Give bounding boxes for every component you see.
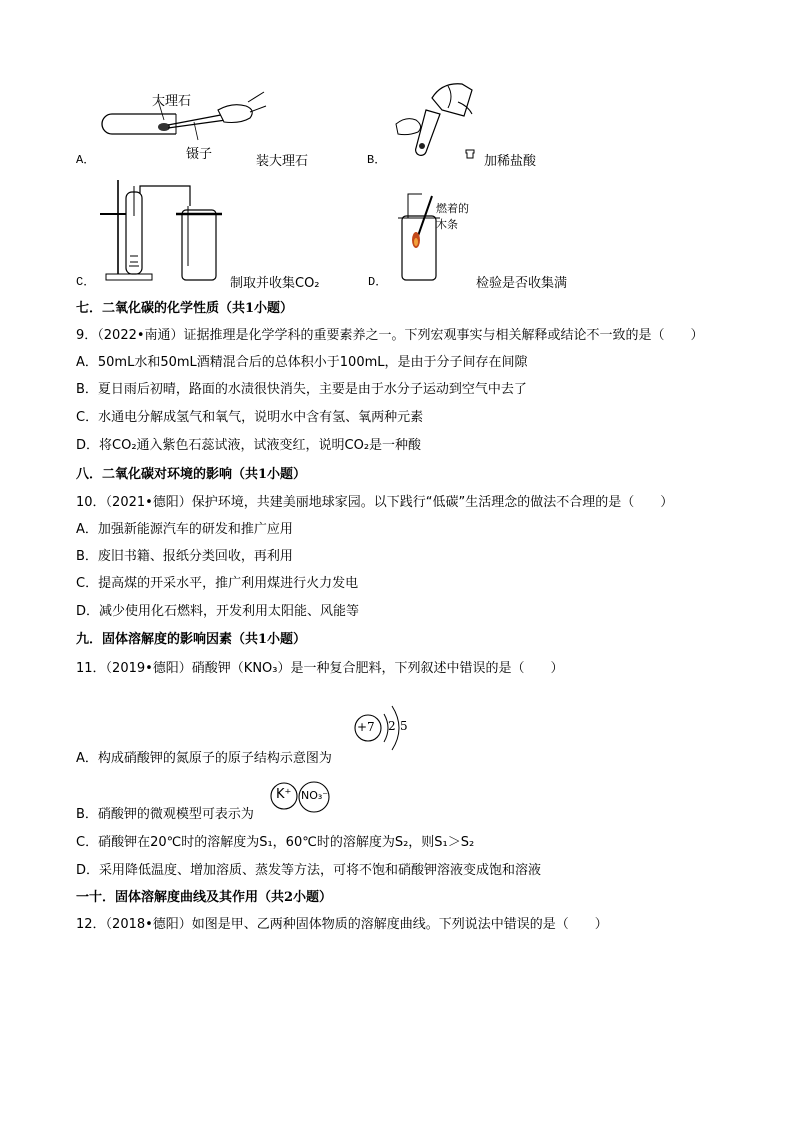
q11-option-d: D．采用降低温度、增加溶质、蒸发等方法，可将不饱和硝酸钾溶液变成饱和溶液 [76, 863, 542, 878]
q9-option-d: D．将CO₂通入紫色石蕊试液，试液变红，说明CO₂是一种酸 [76, 438, 422, 453]
option-b-caption: 加稀盐酸 [484, 154, 537, 169]
option-a-caption: 装大理石 [256, 154, 309, 169]
model-k-ion: K⁺ [276, 787, 292, 802]
atom-nucleus-charge: +7 [357, 720, 375, 734]
option-a-letter: A． [76, 153, 96, 167]
model-no3-ion: NO₃⁻ [301, 789, 329, 802]
label-marble: 大理石 [152, 94, 192, 109]
q9-stem: 9．（2022•南通）证据推理是化学学科的重要素养之一。下列宏观事实与相关解释或结论不一致的是（ ） [76, 328, 704, 343]
q9-option-a: A．50mL水和50mL酒精混合后的总体积小于100mL，是由于分子间存在间隙 [76, 355, 528, 370]
atom-shell-2: 5 [400, 719, 408, 733]
q10-option-c: C．提高煤的开采水平，推广利用煤进行火力发电 [76, 576, 359, 591]
q11-option-c: C．硝酸钾在20℃时的溶解度为S₁，60℃时的溶解度为S₂，则S₁＞S₂ [76, 835, 475, 850]
q11-option-b: B．硝酸钾的微观模型可表示为 [76, 807, 254, 822]
section-heading-8: 八．二氧化碳对环境的影响（共1小题） [76, 467, 307, 482]
q9-option-b: B．夏日雨后初晴，路面的水渍很快消失，主要是由于水分子运动到空气中去了 [76, 382, 527, 397]
atom-shell-1: 2 [388, 719, 396, 733]
option-d-caption: 检验是否收集满 [476, 276, 568, 291]
q9-option-c: C．水通电分解成氢气和氧气，说明水中含有氢、氧两种元素 [76, 410, 424, 425]
option-b-letter: B． [367, 153, 387, 167]
stopper-icon [464, 148, 476, 160]
label-tweezers: 镊子 [186, 147, 213, 162]
label-burning-stick-2: 木条 [436, 218, 458, 231]
option-c-caption: 制取并收集CO₂ [230, 276, 320, 291]
section-heading-10: 一十．固体溶解度曲线及其作用（共2小题） [76, 890, 333, 905]
q11-option-a: A．构成硝酸钾的氮原子的原子结构示意图为 [76, 751, 332, 766]
section-heading-7: 七．二氧化碳的化学性质（共1小题） [76, 301, 294, 316]
q10-option-b: B．废旧书籍、报纸分类回收，再利用 [76, 549, 293, 564]
q10-stem: 10．（2021•德阳）保护环境，共建美丽地球家园。以下践行“低碳”生活理念的做法不合理的是（ ） [76, 495, 674, 510]
label-burning-stick-1: 燃着的 [436, 202, 469, 215]
figure-co2-apparatus [96, 176, 236, 286]
q11-stem: 11．（2019•德阳）硝酸钾（KNO₃）是一种复合肥料，下列叙述中错误的是（ ） [76, 661, 564, 676]
option-d-letter: D． [368, 275, 388, 289]
q10-option-d: D．减少使用化石燃料，开发利用太阳能、风能等 [76, 604, 360, 619]
q10-option-a: A．加强新能源汽车的研发和推广应用 [76, 522, 293, 537]
section-heading-9: 九．固体溶解度的影响因素（共1小题） [76, 632, 307, 647]
option-c-letter: C． [76, 275, 96, 289]
q12-stem: 12．（2018•德阳）如图是甲、乙两种固体物质的溶解度曲线。下列说法中错误的是（ ） [76, 917, 608, 932]
